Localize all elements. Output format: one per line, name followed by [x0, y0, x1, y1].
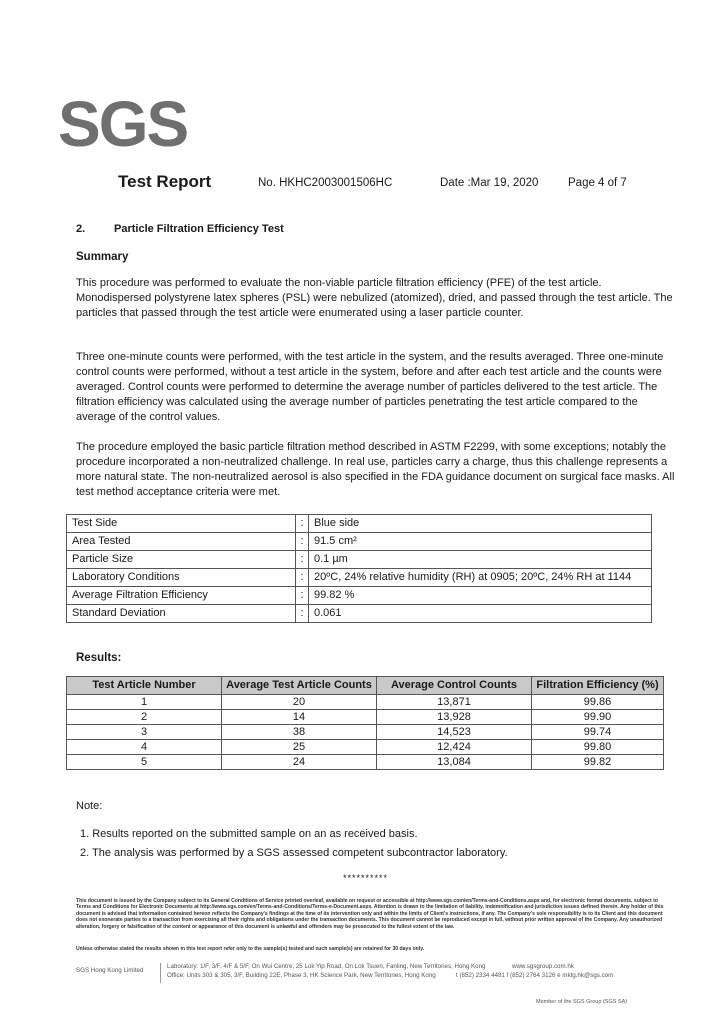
- footer-lab-address: Laboratory: 1/F, 3/F, 4/F & 5/F, On Wui Centre, 25 Lok Yip Road, On Lok Tsuen, Fanling, New Territories, Hong Kong: [167, 963, 486, 970]
- table-cell: 12,424: [377, 740, 532, 755]
- condition-separator: :: [296, 551, 309, 569]
- column-header: Filtration Efficiency (%): [532, 677, 664, 695]
- note-heading: Note:: [76, 800, 103, 812]
- report-date: Date :Mar 19, 2020: [440, 177, 539, 189]
- table-row: [67, 695, 664, 710]
- table-cell: 13,928: [377, 710, 532, 725]
- report-number: No. HKHC2003001506HC: [258, 177, 393, 189]
- section-title: Particle Filtration Efficiency Test: [114, 223, 284, 235]
- test-conditions-table: [66, 514, 652, 623]
- condition-label: Area Tested: [67, 533, 296, 551]
- note-item: 2. The analysis was performed by a SGS assessed competent subcontractor laboratory.: [80, 847, 508, 859]
- table-header-row: [67, 677, 664, 695]
- condition-label: Standard Deviation: [67, 605, 296, 623]
- table-row: [67, 569, 652, 587]
- table-cell: 24: [222, 755, 377, 770]
- table-cell: 14: [222, 710, 377, 725]
- table-row: [67, 515, 652, 533]
- summary-heading: Summary: [76, 251, 129, 263]
- table-row: [67, 710, 664, 725]
- table-cell: 4: [67, 740, 222, 755]
- condition-label: Test Side: [67, 515, 296, 533]
- table-cell: 99.82: [532, 755, 664, 770]
- table-cell: 5: [67, 755, 222, 770]
- table-row: [67, 605, 652, 623]
- footer-divider: [160, 963, 163, 983]
- table-cell: 38: [222, 725, 377, 740]
- condition-value: 0.1 µm: [309, 551, 652, 569]
- column-header: Average Test Article Counts: [222, 677, 377, 695]
- table-cell: 99.86: [532, 695, 664, 710]
- table-cell: 2: [67, 710, 222, 725]
- sample-retention-note: Unless otherwise stated the results shown in this test report refer only to the sample(s) tested and such sample(s) are retained for 30 days only.: [76, 946, 425, 952]
- condition-label: Average Filtration Efficiency: [67, 587, 296, 605]
- results-heading: Results:: [76, 652, 122, 664]
- column-header: Average Control Counts: [377, 677, 532, 695]
- table-row: [67, 551, 652, 569]
- table-row: [67, 740, 664, 755]
- table-cell: 3: [67, 725, 222, 740]
- report-title: Test Report: [118, 172, 212, 191]
- table-cell: 99.90: [532, 710, 664, 725]
- legal-disclaimer: This document is issued by the Company subject to its General Conditions of Service printed overleaf, available on request or accessible at http://www.sgs.com/en/Terms-and-Conditions.aspx and, for electronic format documents, subject to Terms and Conditions for Electronic Documents at http://www.sgs.com/en/Terms-and-Conditions/Terms-e-Document.aspx. Attention is drawn to the limitation of liability, indemnification and jurisdiction issues defined therein. Any holder of this document is advised that information contained hereon reflects the Company's findings at the time of its intervention only and within the limits of Client's instructions, if any. The Company's sole responsibility is to its Client and this document does not exonerate parties to a transaction from exercising all their rights and obligations under the transaction documents. This document cannot be reproduced except in full, without prior written approval of the Company. Any unauthorized alteration, forgery or falsification of the content or appearance of this document is unlawful and offenders may be prosecuted to the fullest extent of the law.: [76, 898, 664, 930]
- condition-label: Laboratory Conditions: [67, 569, 296, 587]
- table-row: [67, 533, 652, 551]
- note-item: 1. Results reported on the submitted sample on an as received basis.: [80, 828, 418, 840]
- condition-separator: :: [296, 587, 309, 605]
- sgs-logo: SGS: [58, 88, 188, 160]
- end-of-report-mark: **********: [343, 873, 389, 883]
- summary-paragraph-1: This procedure was performed to evaluate the non-viable particle filtration efficiency (PFE) of the test article. Monodispersed polystyrene latex spheres (PSL) were nebulized (atomized), dried, and passed through the test article. The particles that passed through the test article were enumerated using a laser particle counter.: [76, 277, 673, 319]
- footer-company: SGS Hong Kong Limited: [76, 967, 144, 974]
- results-table: [66, 676, 664, 770]
- table-cell: 99.74: [532, 725, 664, 740]
- condition-value: 91.5 cm²: [309, 533, 652, 551]
- table-row: [67, 587, 652, 605]
- condition-separator: :: [296, 569, 309, 587]
- condition-separator: :: [296, 533, 309, 551]
- table-cell: 1: [67, 695, 222, 710]
- table-cell: 13,084: [377, 755, 532, 770]
- footer-contact: t (852) 2334 4481 f (852) 2764 3126 e mktg.hk@sgs.com: [456, 972, 614, 979]
- condition-value: 0.061: [309, 605, 652, 623]
- table-row: [67, 755, 664, 770]
- table-cell: 20: [222, 695, 377, 710]
- condition-value: 20ºC, 24% relative humidity (RH) at 0905; 20ºC, 24% RH at 1144: [309, 569, 652, 587]
- condition-separator: :: [296, 605, 309, 623]
- footer-website[interactable]: www.sgsgroup.com.hk: [512, 963, 574, 970]
- section-number: 2.: [76, 223, 86, 235]
- table-cell: 14,523: [377, 725, 532, 740]
- page-number: Page 4 of 7: [568, 177, 627, 189]
- summary-paragraph-2: Three one-minute counts were performed, with the test article in the system, and the results averaged. Three one-minute control counts were performed, without a test article in the system, before and after each test article and the counts were averaged. Control counts were performed to determine the average number of particles delivered to the test article. The filtration efficiency was calculated using the average number of particles penetrating the test article compared to the average of the control values.: [76, 351, 664, 423]
- column-header: Test Article Number: [67, 677, 222, 695]
- condition-value: 99.82 %: [309, 587, 652, 605]
- condition-label: Particle Size: [67, 551, 296, 569]
- condition-separator: :: [296, 515, 309, 533]
- member-statement: Member of the SGS Group (SGS SA): [536, 999, 628, 1005]
- table-cell: 99.80: [532, 740, 664, 755]
- condition-value: Blue side: [309, 515, 652, 533]
- footer-office-address: Office: Units 303 & 305, 3/F, Building 22E, Phase 3, HK Science Park, New Territories, Hong Kong: [167, 972, 436, 979]
- table-cell: 13,871: [377, 695, 532, 710]
- table-cell: 25: [222, 740, 377, 755]
- summary-paragraph-3: The procedure employed the basic particle filtration method described in ASTM F2299, with some exceptions; notably the procedure incorporated a non-neutralized challenge. In real use, particles carry a charge, thus this challenge represents a more natural state. The non-neutralized aerosol is also specified in the FDA guidance document on surgical face masks. All test method acceptance criteria were met.: [76, 441, 675, 498]
- table-row: [67, 725, 664, 740]
